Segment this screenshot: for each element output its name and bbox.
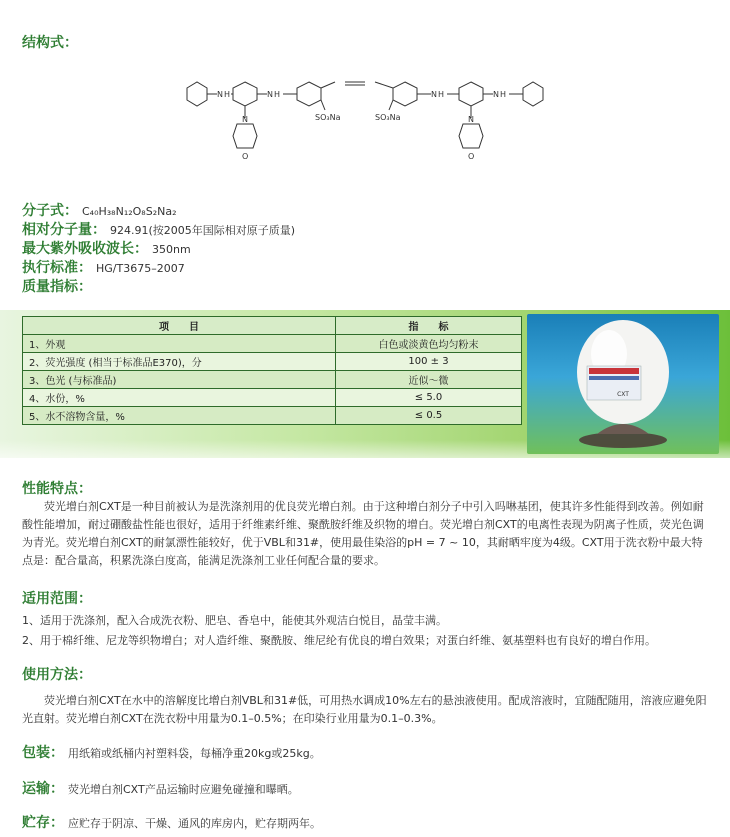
svg-text:H: H	[438, 90, 445, 99]
svg-text:N: N	[468, 115, 474, 124]
left-morpholine-ring	[233, 124, 257, 148]
scope-item-2: 2、用于棉纤维、尼龙等织物增白；对人造纤维、聚酰胺、维尼纶有优良的增白效果；对蛋白纤维、氨基塑料也有良好的增白作用。	[22, 634, 656, 647]
property-max-uv: 最大紫外吸收波长： 350nm	[22, 241, 191, 257]
product-label: CXT	[617, 391, 629, 398]
table-row: 5、水不溶物含量，% ≤ 0.5	[23, 407, 522, 425]
table-row: 4、水份，% ≤ 5.0	[23, 389, 522, 407]
nh-label: N	[217, 90, 223, 99]
svg-text:H: H	[500, 90, 507, 99]
right-morpholine-ring	[459, 124, 483, 148]
svg-text:H: H	[274, 90, 281, 99]
transport-line: 运输： 荧光增白剂CXT产品运输时应避免碰撞和曝晒。	[22, 781, 299, 797]
product-photo	[527, 314, 719, 454]
property-molecular-weight: 相对分子量： 924.91(按2005年国际相对原子质量)	[22, 222, 296, 238]
quality-table	[22, 316, 522, 425]
svg-text:N: N	[431, 90, 437, 99]
property-standard: 执行标准： HG/T3675–2007	[22, 260, 185, 276]
structure-heading: 结构式：	[22, 35, 78, 51]
features-heading: 性能特点：	[22, 481, 92, 497]
right-stilbene-ring	[393, 82, 417, 106]
left-stilbene-ring	[297, 82, 321, 106]
so3na-right-label: SO₃Na	[375, 113, 401, 122]
packing-line: 包装： 用纸箱或纸桶内衬塑料袋，每桶净重20kg或25kg。	[22, 745, 321, 761]
property-formula: 分子式： C₄₀H₃₈N₁₂O₈S₂Na₂	[22, 203, 177, 219]
table-row: 1、外观 白色或淡黄色均匀粉末	[23, 335, 522, 353]
storage-line: 贮存： 应贮存于阴凉、干燥、通风的库房内，贮存期两年。	[22, 815, 321, 831]
left-triazine-ring	[233, 82, 257, 106]
quality-heading: 质量指标：	[22, 279, 92, 295]
svg-text:N: N	[242, 115, 248, 124]
right-triazine-ring	[459, 82, 483, 106]
svg-text:N: N	[493, 90, 499, 99]
svg-text:O: O	[242, 152, 249, 161]
table-row: 2、荧光强度 (相当于标准品E370)，分 100 ± 3	[23, 353, 522, 371]
usage-heading: 使用方法：	[22, 667, 92, 683]
features-text: 荧光增白剂CXT是一种目前被认为是洗涤剂用的优良荧光增白剂。由于这种增白剂分子中引入吗啉基团，使其许多性能得到改善。例如耐酸性能增加，耐过硼酸盐性能也很好，适用于纤维素纤维、聚酰胺纤维及织物的增白。荧光增白剂CXT的电离性表现为阴离子性质，荧光色调为青光。荧光增白剂CXT的耐氯漂性能较好，优于VBL和31#，使用最佳染浴的pH = 7 ~ 10，其耐晒牢度为4级。CXT用于洗衣粉中最大特点是：配合量高，积累洗涤白度高，能满足洗涤剂工业任何配合量的要求。	[22, 500, 704, 567]
left-phenyl-ring	[187, 82, 207, 106]
svg-text:N: N	[267, 90, 273, 99]
scope-item-1: 1、适用于洗涤剂，配入合成洗衣粉、肥皂、香皂中，能使其外观洁白悦目，晶莹丰满。	[22, 614, 447, 627]
table-header-item: 项 目	[23, 317, 336, 335]
scope-heading: 适用范围：	[22, 591, 92, 607]
structural-formula-diagram	[175, 62, 565, 162]
table-row: 3、色光 (与标准品) 近似～微	[23, 371, 522, 389]
svg-text:H: H	[224, 90, 231, 99]
svg-text:O: O	[468, 152, 475, 161]
usage-text: 荧光增白剂CXT在水中的溶解度比增白剂VBL和31#低，可用热水调成10%左右的悬浊液使用。配成溶液时，宜随配随用，溶液应避免阳光直射。荧光增白剂CXT在洗衣粉中用量为0.1–0.5%；在印染行业用量为0.1–0.3%。	[22, 694, 707, 725]
so3na-left-label: SO₃Na	[315, 113, 341, 122]
table-header-value: 指 标	[336, 317, 522, 335]
right-phenyl-ring	[523, 82, 543, 106]
